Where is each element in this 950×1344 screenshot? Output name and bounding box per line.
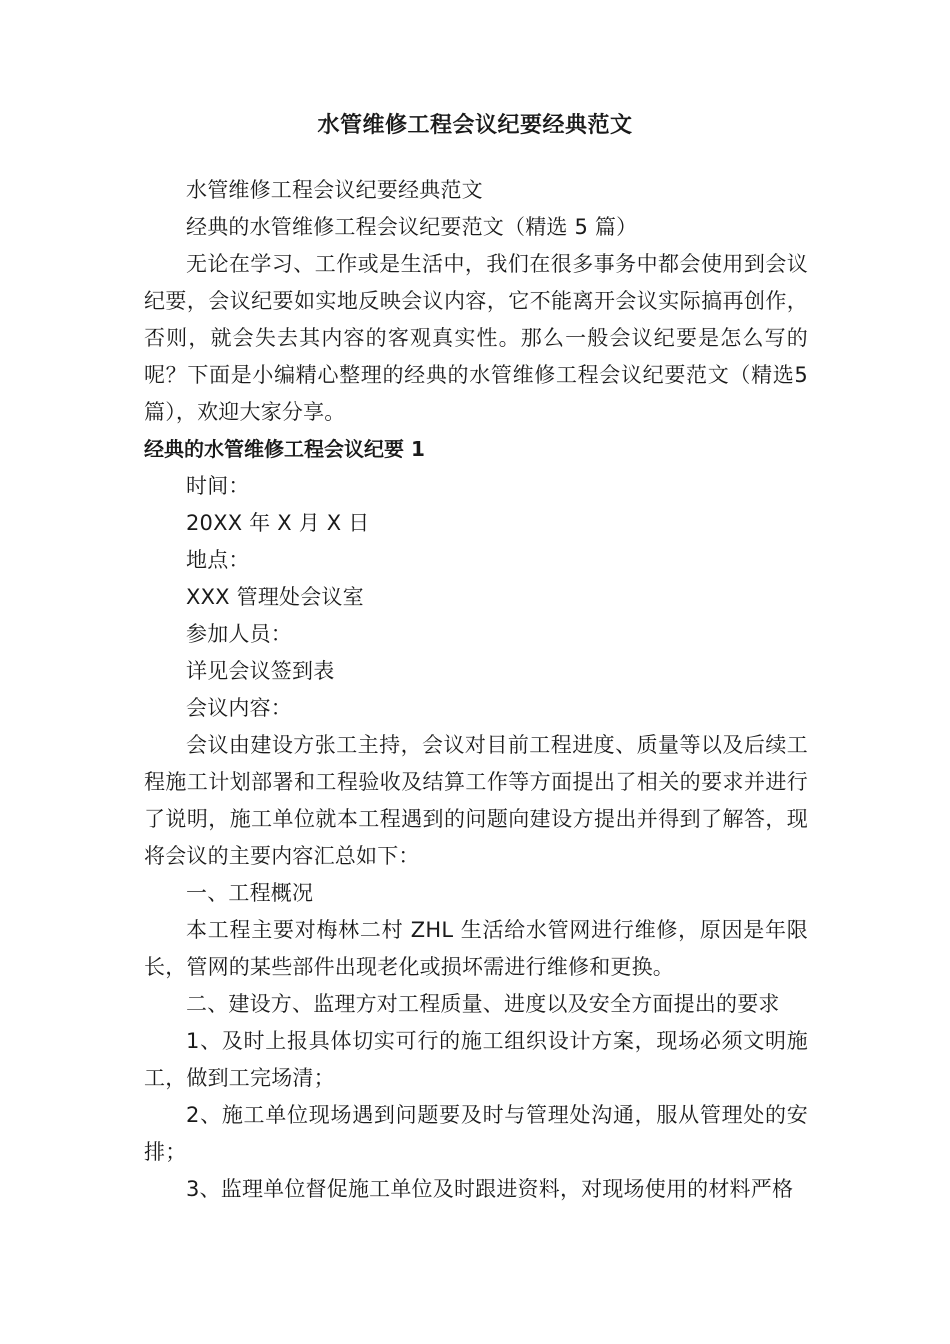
label-location: 地点： xyxy=(186,548,250,572)
document-title: 水管维修工程会议纪要经典范文 xyxy=(317,113,633,138)
document-body xyxy=(144,172,808,1208)
value-location: XXX 管理处会议室 xyxy=(186,585,364,609)
value-attendees: 详见会议签到表 xyxy=(186,659,335,683)
label-time: 时间： xyxy=(186,474,250,498)
paragraph-subtitle: 经典的水管维修工程会议纪要范文（精选 5 篇） xyxy=(186,215,638,239)
paragraph-overview: 本工程主要对梅林二村 ZHL 生活给水管网进行维修，原因是年限长，管网的某些部件出现老化或损坏需进行维修和更换。 xyxy=(144,918,808,979)
subheading-requirements: 二、建设方、监理方对工程质量、进度以及安全方面提出的要求 xyxy=(186,992,780,1016)
paragraph-meeting-summary: 会议由建设方张工主持，会议对目前工程进度、质量等以及后续工程施工计划部署和工程验收及结算工作等方面提出了相关的要求并进行了说明，施工单位就本工程遇到的问题向建设方提出并得到了解答，现将会议的主要内容汇总如下： xyxy=(144,733,808,868)
label-content: 会议内容： xyxy=(186,696,292,720)
label-attendees: 参加人员： xyxy=(186,622,292,646)
list-item-1: 1、及时上报具体切实可行的施工组织设计方案，现场必须文明施工，做到工完场清； xyxy=(144,1029,808,1090)
paragraph-intro: 无论在学习、工作或是生活中，我们在很多事务中都会使用到会议纪要，会议纪要如实地反映会议内容，它不能离开会议实际搞再创作，否则，就会失去其内容的客观真实性。那么一般会议纪要是怎么写的呢？下面是小编精心整理的经典的水管维修工程会议纪要范文（精选5 篇），欢迎大家分享。 xyxy=(144,252,808,424)
subheading-overview: 一、工程概况 xyxy=(186,881,314,905)
list-item-2: 2、施工单位现场遇到问题要及时与管理处沟通，服从管理处的安排； xyxy=(144,1103,808,1164)
value-time: 20XX 年 X 月 X 日 xyxy=(186,511,370,535)
section-heading-1: 经典的水管维修工程会议纪要 1 xyxy=(144,437,425,461)
list-item-3: 3、监理单位督促施工单位及时跟进资料，对现场使用的材料严格 xyxy=(186,1177,794,1201)
paragraph-title-repeat: 水管维修工程会议纪要经典范文 xyxy=(186,178,483,202)
